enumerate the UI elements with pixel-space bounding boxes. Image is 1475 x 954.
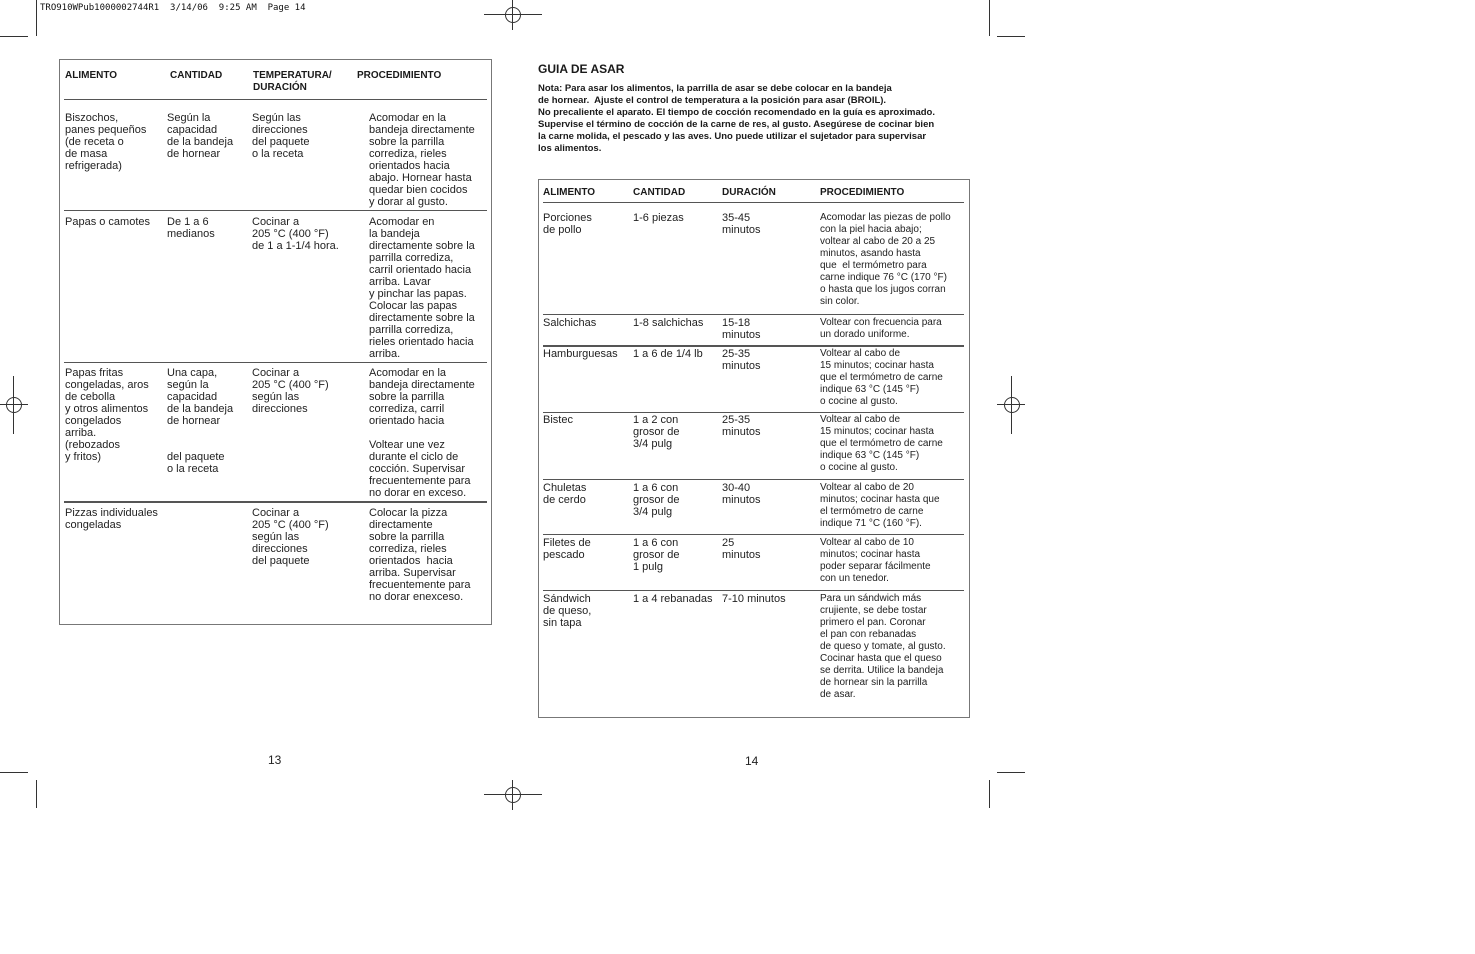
table-row-quantity: 1 a 6 con grosor de 3/4 pulg (633, 482, 680, 518)
row-rule (543, 479, 964, 480)
table-row-duration: 25-35 minutos (722, 414, 761, 438)
row-rule (543, 590, 964, 591)
print-slug: TRO910WPub1000002744R1 3/14/06 9:25 AM Page 14 (40, 3, 306, 13)
table-row-procedure: Acomodar en la bandeja directamente sobre la parrilla corrediza, carril orientado hacia arriba. Lavar y pinchar las papas. Colocar las papas directamente sobre la parrilla corrediza, rieles orientado hacia arriba. (369, 216, 475, 360)
table-row-duration: 25-35 minutos (722, 348, 761, 372)
table-row-food: Biszochos, panes pequeños (de receta o de masa refrigerada) (65, 112, 147, 172)
table-row-food: Chuletas de cerdo (543, 482, 587, 506)
header-rule (64, 99, 487, 100)
header-temperature: TEMPERATURA/ DURACIÓN (253, 70, 332, 93)
baking-table (59, 59, 492, 625)
table-row-duration: 15-18 minutos (722, 317, 761, 341)
page-title: GUIA DE ASAR (538, 62, 625, 76)
header-procedure: PROCEDIMIENTO (357, 70, 442, 81)
table-row-food: Porciones de pollo (543, 212, 592, 236)
page-number-left: 13 (268, 753, 282, 767)
row-rule (64, 501, 487, 503)
table-row-food: Hamburguesas (543, 348, 618, 360)
header-food: ALIMENTO (65, 70, 118, 81)
row-rule (543, 345, 964, 347)
header-quantity: CANTIDAD (633, 187, 686, 198)
header-procedure: PROCEDIMIENTO (820, 187, 905, 198)
table-row-quantity: 1-6 piezas (633, 212, 684, 224)
row-rule (64, 362, 487, 363)
header-duration: DURACIÓN (722, 187, 776, 198)
crop-mark (997, 36, 1025, 37)
row-rule (543, 534, 964, 535)
table-row-food: Papas fritas congeladas, aros de cebolla y otros alimentos congelados arriba. (rebozados y fritos) (65, 367, 149, 463)
table-row-food: Bistec (543, 414, 573, 426)
header-quantity: CANTIDAD (170, 70, 223, 81)
table-row-quantity: 1 a 6 con grosor de 1 pulg (633, 537, 680, 573)
table-row-quantity: 1 a 6 de 1/4 lb (633, 348, 703, 360)
crop-mark (0, 36, 28, 37)
table-row-temperature: Cocinar a 205 °C (400 °F) según las direcciones (252, 367, 329, 415)
table-row-duration: 7-10 minutos (722, 593, 786, 605)
broil-note: Nota: Para asar los alimentos, la parrilla de asar se debe colocar en la bandeja de hornear. Ajuste el control de temperatura a la posición para asar (BROIL). No precaliente el aparato. El tiempo de cocción recomendado en la guía es aproximado. Supervise el término de cocción de la carne de res, al gusto. Asegúrese de cocinar bien la carne molida, el pescado y las aves. Uno puede utilizar el sujetador para supervisar los alimentos. (538, 83, 936, 154)
table-row-food: Sándwich de queso, sin tapa (543, 593, 592, 629)
page-number-right: 14 (745, 754, 759, 768)
table-row-duration: 30-40 minutos (722, 482, 761, 506)
table-row-temperature: Según las direcciones del paquete o la receta (252, 112, 310, 160)
table-row-procedure: Voltear al cabo de 15 minutos; cocinar hasta que el termómetro de carne indique 63 °C (145 °F) o cocine al gusto. (820, 348, 943, 407)
table-row-temperature: Cocinar a 205 °C (400 °F) de 1 a 1-1/4 hora. (252, 216, 339, 252)
table-row-temperature: Cocinar a 205 °C (400 °F) según las direcciones del paquete (252, 507, 329, 567)
row-rule (543, 314, 964, 315)
table-row-duration: 25 minutos (722, 537, 761, 561)
row-rule (543, 412, 964, 413)
crop-mark (36, 0, 37, 36)
table-row-procedure: Voltear al cabo de 20 minutos; cocinar hasta que el termómetro de carne indique 71 °C (160 °F). (820, 482, 940, 529)
table-row-procedure: Voltear al cabo de 10 minutos; cocinar hasta poder separar fácilmente con un tenedor. (820, 537, 931, 584)
table-row-procedure: Colocar la pizza directamente sobre la parrilla corrediza, rieles orientados hacia arriba. Supervisar frecuentemente para no dorar enexceso. (369, 507, 471, 603)
row-rule (64, 210, 487, 211)
table-row-quantity: Una capa, según la capacidad de la bandeja de hornear del paquete o la receta (167, 367, 234, 475)
table-row-procedure: Voltear con frecuencia para un dorado uniforme. (820, 317, 942, 340)
table-row-quantity: 1 a 2 con grosor de 3/4 pulg (633, 414, 680, 450)
crop-mark (989, 0, 990, 36)
crop-mark (989, 780, 990, 808)
crop-mark (0, 772, 28, 773)
table-row-procedure: Acomodar en la bandeja directamente sobre la parrilla corrediza, rieles orientados hacia abajo. Hornear hasta quedar bien cocidos y dorar al gusto. (369, 112, 475, 208)
table-row-quantity: De 1 a 6 medianos (167, 216, 215, 240)
table-row-procedure: Voltear al cabo de 15 minutos; cocinar hasta que el termómetro de carne indique 63 °C (145 °F) o cocine al gusto. (820, 414, 943, 473)
broil-table (538, 179, 970, 718)
table-row-food: Filetes de pescado (543, 537, 591, 561)
table-row-quantity: Según la capacidad de la bandeja de hornear (167, 112, 234, 160)
table-row-food: Salchichas (543, 317, 597, 329)
crop-mark (997, 772, 1025, 773)
header-food: ALIMENTO (543, 187, 596, 198)
table-row-quantity: 1 a 4 rebanadas (633, 593, 713, 605)
header-rule (543, 202, 964, 203)
table-row-duration: 35-45 minutos (722, 212, 761, 236)
table-row-procedure: Para un sándwich más crujiente, se debe tostar primero el pan. Coronar el pan con rebanadas de queso y tomate, al gusto. Cocinar hasta que el queso se derrita. Utilice la bandeja de hornear sin la parrilla de asar. (820, 593, 946, 700)
table-row-food: Papas o camotes (65, 216, 150, 228)
table-row-food: Pizzas individuales congeladas (65, 507, 158, 531)
table-row-procedure: Acomodar en la bandeja directamente sobre la parrilla corrediza, carril orientado hacia Voltear une vez durante el ciclo de cocción. Supervisar frecuentemente para no dorar en exceso. (369, 367, 475, 499)
table-row-procedure: Acomodar las piezas de pollo con la piel hacia abajo; voltear al cabo de 20 a 25 minutos, asando hasta que el termómetro para carne indique 76 °C (170 °F) o hasta que los jugos corran sin color. (820, 212, 951, 307)
table-row-quantity: 1-8 salchichas (633, 317, 704, 329)
crop-mark (36, 780, 37, 808)
